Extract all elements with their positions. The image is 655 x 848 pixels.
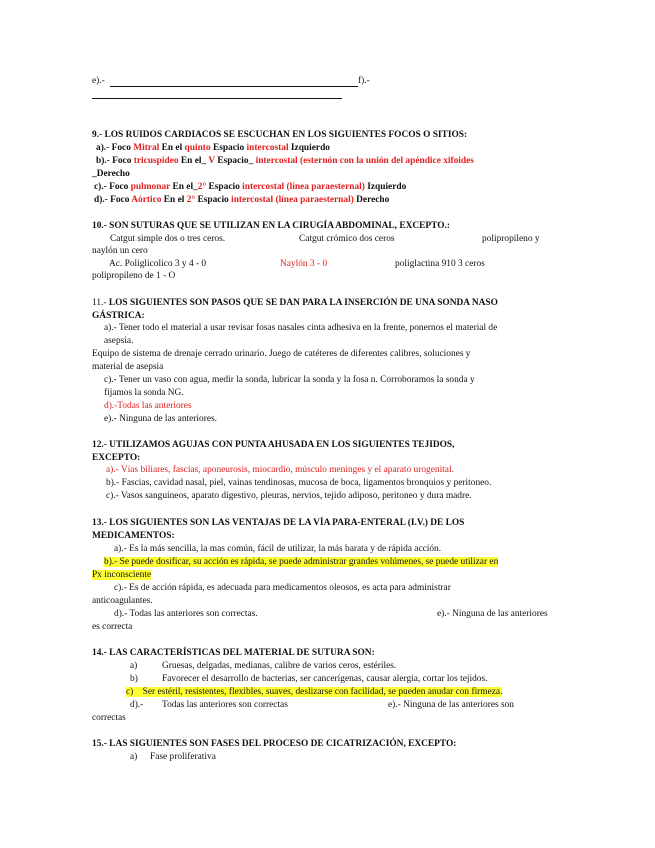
q13-option-d: d).- Todas las anteriores son correctas. <box>114 609 258 619</box>
q10-option-3: polipropileno y <box>482 234 540 244</box>
q12-option-c: c).- Vasos sanguíneos, aparato digestivo, pleuras, nervios, tejido adiposo, peritoneo y dura madre. <box>106 491 472 501</box>
q14-option-b-label: b) <box>130 674 138 684</box>
q14-title: 14.- LAS CARACTERÍSTICAS DEL MATERIAL DE SUTURA SON: <box>92 648 375 658</box>
q11-title-cont: GÁSTRICA: <box>92 311 145 321</box>
q10-option-6: poliglactina 910 3 ceros <box>395 259 485 269</box>
answer-e-label: e).- <box>92 76 105 86</box>
q11-option-c-cont: fijamos la sonda NG. <box>104 388 184 398</box>
q9-option-d: d).- Foco Aórtico En el 2° Espacio intercostal (línea paraesternal) Derecho <box>94 195 390 205</box>
q13-option-c: c).- Es de acción rápida, es adecuada para medicamentos oleosos, es acta para administrar <box>114 583 451 593</box>
q13-option-c-cont: anticoagulantes. <box>92 596 153 606</box>
answer-f-blank <box>92 98 342 99</box>
q12-option-a: a).- Vías biliares, fascias, aponeurosis, miocardio, músculo meninges y el aparato urogenital. <box>106 465 454 475</box>
q10-option-7: polipropileno de 1 - O <box>92 271 176 281</box>
q12-title-cont: EXCEPTO: <box>92 453 141 463</box>
q15-option-a-label: a) <box>130 752 138 762</box>
q9-option-a: a).- Foco Mitral En el quinto Espacio intercostal Izquierdo <box>96 143 330 153</box>
q13-option-b-cont: Px inconsciente <box>92 570 152 580</box>
q13-option-b: b).- Se puede dosificar, su acción es rápida, se puede administrar grandes volúmenes, se puede utilizar en <box>104 557 499 567</box>
q10-option-4: Ac. Poliglicolico 3 y 4 - 0 <box>109 259 207 269</box>
q15-option-a: Fase proliferativa <box>150 752 216 762</box>
q10-title: 10.- SON SUTURAS QUE SE UTILIZAN EN LA CIRUGÍA ABDOMINAL, EXCEPTO.: <box>92 221 450 231</box>
q12-title: 12.- UTILIZAMOS AGUJAS CON PUNTA AHUSADA EN LOS SIGUIENTES TEJIDOS, <box>92 440 455 450</box>
q11-option-a: a).- Tener todo el material a usar revisar fosas nasales cinta adhesiva en la frente, ponernos el material de <box>104 323 498 333</box>
q14-option-a-label: a) <box>130 661 138 671</box>
q11-title: 11.- LOS SIGUIENTES SON PASOS QUE SE DAN PARA LA INSERCIÓN DE UNA SONDA NASO <box>92 298 498 308</box>
q13-option-e: e).- Ninguna de las anteriores <box>437 609 548 619</box>
q12-option-b: b).- Fascias, cavidad nasal, piel, vainas tendinosas, mucosa de boca, ligamentos bronquios y peritoneo. <box>106 478 492 488</box>
q9-option-c: c).- Foco pulmonar En el_2° Espacio intercostal (línea paraesternal) Izquierdo <box>94 182 407 192</box>
q13-title: 13.- LOS SIGUIENTES SON LAS VENTAJAS DE LA VÍA PARA-ENTERAL (I.V.) DE LOS <box>92 518 465 528</box>
q10-option-1: Catgut simple dos o tres ceros. <box>110 234 226 244</box>
q14-option-a: Gruesas, delgadas, medianas, calibre de varios ceros, estériles. <box>162 661 397 671</box>
q10-option-2: Catgut crómico dos ceros <box>299 234 395 244</box>
q9-option-b-cont: _Derecho <box>92 169 130 179</box>
q11-option-b-cont: material de asepsia <box>92 362 164 372</box>
q13-option-e-cont: es correcta <box>92 622 133 632</box>
answer-f-label: f).- <box>358 76 370 86</box>
q11-option-a-cont: asepsia. <box>104 336 134 346</box>
q11-option-c: c).- Tener un vaso con agua, medir la sonda, lubricar la sonda y la fosa n. Corroboramos la sonda y <box>104 375 475 385</box>
q14-option-b: Favorecer el desarrollo de bacterias, ser cancerígenas, causar alergia, cortar los tejidos. <box>162 674 488 684</box>
q11-option-d: d).-Todas las anteriores <box>104 401 192 411</box>
q11-option-b: Equipo de sistema de drenaje cerrado urinario. Juego de catéteres de diferentes calibres, soluciones y <box>92 349 471 359</box>
answer-e-blank <box>110 86 358 87</box>
q14-option-e-cont: correctas <box>92 713 126 723</box>
q10-option-3-cont: naylón un cero <box>92 246 148 256</box>
q14-option-e: e).- Ninguna de las anteriores son <box>388 700 514 710</box>
q9-title: 9.- LOS RUIDOS CARDIACOS SE ESCUCHAN EN LOS SIGUIENTES FOCOS O SITIOS: <box>92 130 468 140</box>
q14-option-d: Todas las anteriores son correctas <box>162 700 288 710</box>
q11-option-e: e).- Ninguna de las anteriores. <box>104 414 217 424</box>
q15-title: 15.- LAS SIGUIENTES SON FASES DEL PROCESO DE CICATRIZACIÓN, EXCEPTO: <box>92 739 457 749</box>
q13-title-cont: MEDICAMENTOS: <box>92 531 175 541</box>
q13-option-a: a).- Es la más sencilla, la mas común, fácil de utilizar, la más barata y de rápida acción. <box>114 544 442 554</box>
q14-option-d-label: d).- <box>130 700 144 710</box>
q9-option-b: b).- Foco tricuspídeo En el_ V Espacio_ intercostal (esternón con la unión del apéndice xifoides <box>96 156 474 166</box>
q14-option-c: c) Ser estéril, resistentes, flexibles, suaves, deslizarse con facilidad, se pueden anudar con firmeza. <box>126 687 503 697</box>
q10-option-5: Naylón 3 - 0 <box>280 259 328 269</box>
